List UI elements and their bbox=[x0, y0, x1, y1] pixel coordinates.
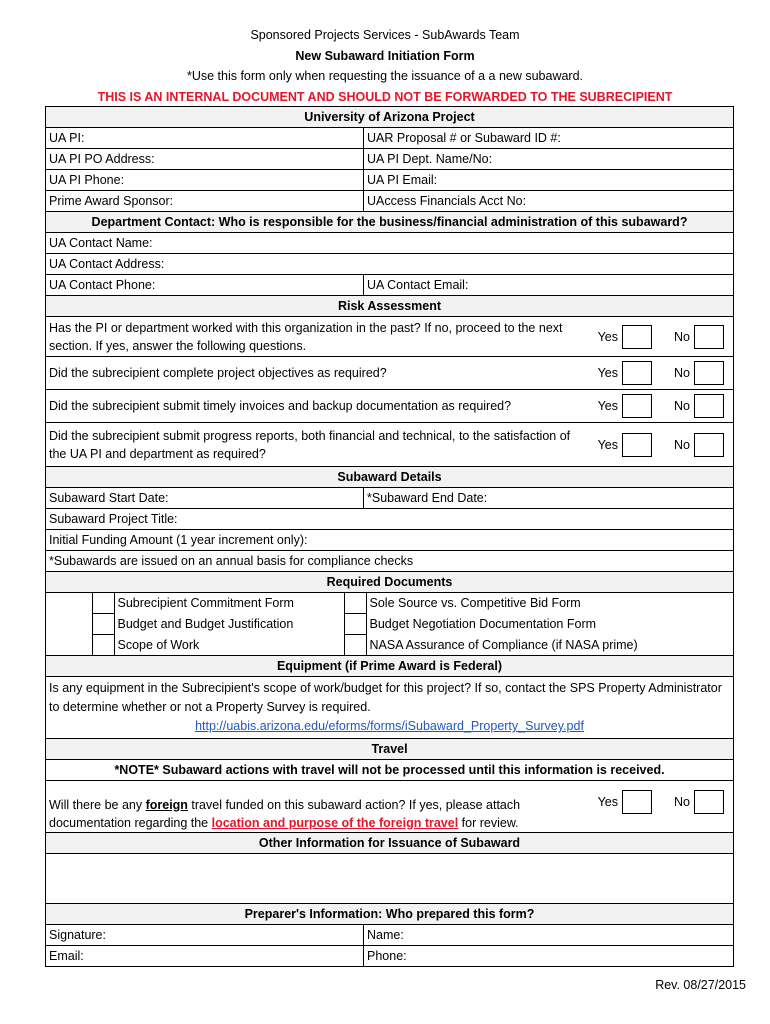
property-survey-link[interactable]: http://uabis.arizona.edu/eforms/forms/iSubaward_Property_Survey.pdf bbox=[195, 719, 584, 733]
form-usage-note: *Use this form only when requesting the issuance of a a new subaward. bbox=[186, 69, 584, 83]
start-date-field[interactable]: Subaward Start Date: bbox=[46, 488, 364, 509]
prime-sponsor-field[interactable]: Prime Award Sponsor: bbox=[46, 191, 364, 212]
equipment-block bbox=[46, 677, 734, 739]
yes-label: Yes bbox=[597, 366, 619, 380]
no-label: No bbox=[674, 366, 691, 380]
contact-address-field[interactable]: UA Contact Address: bbox=[46, 254, 734, 275]
risk-question-3: Did the subrecipient submit timely invoices and backup documentation as required? bbox=[49, 399, 512, 413]
no-checkbox[interactable] bbox=[694, 325, 724, 349]
no-label: No bbox=[674, 399, 691, 413]
risk-question-1: Has the PI or department worked with this organization in the past? If no, proceed to the next section. If yes, answer the following questions. bbox=[49, 320, 563, 353]
acct-no-field[interactable]: UAccess Financials Acct No: bbox=[364, 191, 734, 212]
doc-checkbox[interactable] bbox=[92, 614, 114, 635]
pi-email-field[interactable]: UA PI Email: bbox=[364, 170, 734, 191]
yes-label: Yes bbox=[597, 329, 619, 344]
section-equipment: Equipment (if Prime Award is Federal) bbox=[46, 656, 734, 677]
doc-item: NASA Assurance of Compliance (if NASA prime) bbox=[369, 637, 638, 652]
doc-checkbox[interactable] bbox=[344, 635, 366, 656]
pi-dept-field[interactable]: UA PI Dept. Name/No: bbox=[364, 149, 734, 170]
risk-question-2: Did the subrecipient complete project objectives as required? bbox=[49, 366, 387, 380]
doc-item: Scope of Work bbox=[117, 637, 200, 652]
yes-checkbox[interactable] bbox=[622, 394, 652, 418]
preparer-email-field[interactable]: Email: bbox=[46, 946, 364, 967]
preparer-phone-field[interactable]: Phone: bbox=[364, 946, 734, 967]
doc-item: Sole Source vs. Competitive Bid Form bbox=[369, 596, 581, 611]
project-title-field[interactable]: Subaward Project Title: bbox=[46, 509, 734, 530]
doc-checkbox[interactable] bbox=[92, 593, 114, 614]
section-details: Subaward Details bbox=[46, 467, 734, 488]
initiation-form bbox=[45, 106, 734, 967]
contact-phone-field[interactable]: UA Contact Phone: bbox=[46, 275, 364, 296]
risk-row-1 bbox=[46, 317, 734, 357]
doc-checkbox[interactable] bbox=[344, 593, 366, 614]
section-project: University of Arizona Project bbox=[46, 107, 734, 128]
pi-phone-field[interactable]: UA PI Phone: bbox=[46, 170, 364, 191]
no-label: No bbox=[674, 329, 691, 344]
section-other-info: Other Information for Issuance of Subaward bbox=[46, 833, 734, 854]
travel-note: *NOTE* Subaward actions with travel will not be processed until this information is received. bbox=[46, 760, 734, 781]
foreign-travel-link[interactable]: location and purpose of the foreign travel bbox=[211, 815, 459, 830]
preparer-name-field[interactable]: Name: bbox=[364, 925, 734, 946]
ua-pi-field[interactable]: UA PI: bbox=[46, 128, 364, 149]
no-label: No bbox=[674, 794, 691, 809]
no-label: No bbox=[674, 437, 691, 452]
risk-row-2 bbox=[46, 357, 734, 390]
no-checkbox[interactable] bbox=[694, 361, 724, 385]
no-checkbox[interactable] bbox=[694, 433, 724, 457]
pi-po-address-field[interactable]: UA PI PO Address: bbox=[46, 149, 364, 170]
form-title: New Subaward Initiation Form bbox=[295, 49, 475, 63]
contact-name-field[interactable]: UA Contact Name: bbox=[46, 233, 734, 254]
contact-email-field[interactable]: UA Contact Email: bbox=[364, 275, 734, 296]
doc-checkbox[interactable] bbox=[344, 614, 366, 635]
yes-checkbox[interactable] bbox=[622, 790, 652, 814]
section-risk: Risk Assessment bbox=[46, 296, 734, 317]
yes-label: Yes bbox=[597, 437, 619, 452]
yes-checkbox[interactable] bbox=[622, 325, 652, 349]
risk-row-4 bbox=[46, 423, 734, 467]
doc-item: Budget Negotiation Documentation Form bbox=[369, 617, 597, 631]
travel-question: Will there be any foreign travel funded on this subaward action? If yes, please attach documentation regarding the location and purpose of the foreign travel for review. bbox=[49, 797, 521, 830]
yes-checkbox[interactable] bbox=[622, 433, 652, 457]
internal-warning: THIS IS AN INTERNAL DOCUMENT AND SHOULD NOT BE FORWARDED TO THE SUBRECIPIENT bbox=[97, 90, 673, 104]
yes-label: Yes bbox=[597, 794, 619, 809]
risk-question-4: Did the subrecipient submit progress reports, both financial and technical, to the satisfaction of the UA PI and department as required? bbox=[49, 428, 571, 461]
no-checkbox[interactable] bbox=[694, 790, 724, 814]
travel-question-row bbox=[46, 781, 734, 833]
doc-checkbox[interactable] bbox=[92, 635, 114, 656]
section-required-docs: Required Documents bbox=[46, 572, 734, 593]
yes-checkbox[interactable] bbox=[622, 361, 652, 385]
section-travel: Travel bbox=[46, 739, 734, 760]
no-checkbox[interactable] bbox=[694, 394, 724, 418]
equipment-text: Is any equipment in the Subrecipient's scope of work/budget for this project? If so, contact the SPS Property Administrator to determine whether or not a Property Survey is required. bbox=[49, 681, 722, 714]
end-date-field[interactable]: *Subaward End Date: bbox=[364, 488, 734, 509]
other-info-field[interactable] bbox=[46, 854, 734, 904]
docs-grid bbox=[46, 593, 734, 656]
header-org: Sponsored Projects Services - SubAwards Team bbox=[250, 28, 520, 42]
section-dept-contact: Department Contact: Who is responsible for the business/financial administration of this subaward? bbox=[46, 212, 734, 233]
funding-amount-field[interactable]: Initial Funding Amount (1 year increment only): bbox=[46, 530, 734, 551]
uar-proposal-field[interactable]: UAR Proposal # or Subaward ID #: bbox=[364, 128, 734, 149]
section-preparer: Preparer's Information: Who prepared this form? bbox=[46, 904, 734, 925]
risk-row-3 bbox=[46, 390, 734, 423]
doc-item: Subrecipient Commitment Form bbox=[117, 596, 294, 611]
yes-label: Yes bbox=[597, 399, 619, 413]
signature-field[interactable]: Signature: bbox=[46, 925, 364, 946]
doc-item: Budget and Budget Justification bbox=[117, 617, 294, 631]
revision-date: Rev. 08/27/2015 bbox=[655, 978, 746, 992]
annual-basis-note: *Subawards are issued on an annual basis for compliance checks bbox=[46, 551, 734, 572]
